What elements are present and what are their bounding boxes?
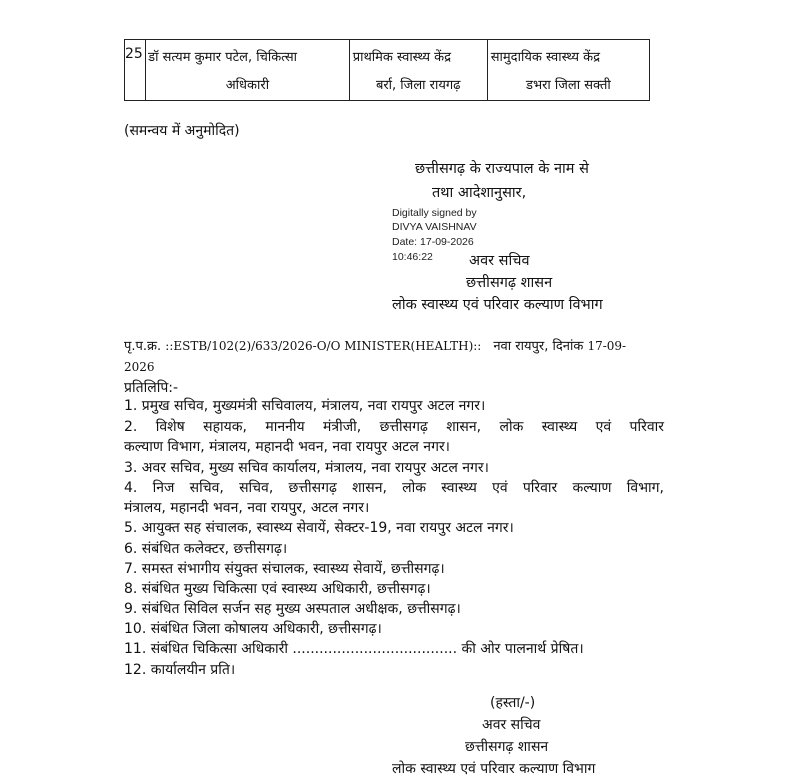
copy-to-item: 1. प्रमुख सचिव, मुख्यमंत्री सचिवालय, मंत्रालय, नवा रायपुर अटल नगर। [124,398,486,414]
copy-to-item: 12. कार्यालयीन प्रति। [124,662,236,678]
copy-to-item: 10. संबंधित जिला कोषालय अधिकारी, छत्तीसगढ़। [124,621,382,637]
reference-date-part1: 17-09- [587,339,627,353]
reference-place-date: नवा रायपुर, दिनांक [493,339,584,354]
reference-line [124,336,670,378]
digital-signature-time: 10:46:22 [392,251,433,263]
copy-to-item: कल्याण विभाग, मंत्रालय, महानदी भवन, नवा रायपुर अटल नगर। [124,439,450,455]
copy-to-item: 7. समस्त संभागीय संयुक्त संचालक, स्वास्थ्य सेवायें, छत्तीसगढ़। [124,561,445,577]
officer-government: छत्तीसगढ़ शासन [466,275,553,291]
footer-government: छत्तीसगढ़ शासन [465,739,549,755]
copy-to-item: मंत्रालय, महानदी भवन, नवा रायपुर, अटल नगर। [124,500,370,516]
reference-date-part2: 2026 [124,360,155,374]
copy-to-item: 4. निज सचिव, सचिव, छत्तीसगढ़ शासन, लोक स्वास्थ्य एवं परिवार कल्याण विभाग, [124,480,664,496]
new-posting-line2: डभरा जिला सक्ती [525,78,611,93]
current-posting-cell [349,40,487,101]
table-row [125,40,650,101]
employee-name-line1: डॉ सत्यम कुमार पटेल, चिकित्सा [148,50,298,65]
digital-signature-line1: Digitally signed by [392,207,477,219]
footer-department: लोक स्वास्थ्य एवं परिवार कल्याण विभाग [392,761,596,777]
digital-signature-name: DIVYA VAISHNAV [392,221,477,233]
new-posting-line1: सामुदायिक स्वास्थ्य केंद्र [490,50,600,65]
footer-designation: अवर सचिव [482,717,541,733]
new-posting-cell [487,40,649,101]
copy-to-item: 5. आयुक्त सह संचालक, स्वास्थ्य सेवायें, सेक्टर-19, नवा रायपुर अटल नगर। [124,520,514,536]
copy-to-item: 2. विशेष सहायक, माननीय मंत्रीजी, छत्तीसगढ़ शासन, लोक स्वास्थ्य एवं परिवार [124,419,664,435]
reference-number: ::ESTB/102(2)/633/2026-O/O MINISTER(HEALTH):: [165,339,482,353]
governor-order-line1: छत्तीसगढ़ के राज्यपाल के नाम से [415,161,589,177]
copy-to-item: 6. संबंधित कलेक्टर, छत्तीसगढ़। [124,541,288,557]
coordination-note: (समन्वय में अनुमोदित) [124,123,240,139]
serial-number-cell: 25 [125,40,146,101]
copy-to-item: 3. अवर सचिव, मुख्य सचिव कार्यालय, मंत्रालय, नवा रायपुर अटल नगर। [124,460,489,476]
officer-department: लोक स्वास्थ्य एवं परिवार कल्याण विभाग [392,297,603,313]
copy-to-title: प्रतिलिपि:- [124,380,179,396]
governor-order-line2: तथा आदेशानुसार, [432,185,527,201]
officer-designation: अवर सचिव [469,253,530,269]
copy-to-item: 9. संबंधित सिविल सर्जन सह मुख्य अस्पताल अधीक्षक, छत्तीसगढ़। [124,601,461,617]
current-posting-line2: बर्रा, जिला रायगढ़ [375,78,461,93]
footer-signed: (हस्ता/-) [490,695,536,711]
copy-to-item: 11. संबंधित चिकित्सा अधिकारी ..................................... की ओर पालनार्थ प्रेषित। [124,641,584,657]
reference-prefix: पृ.प.क्र. [124,339,162,354]
transfer-table [124,39,650,101]
digital-signature-date: Date: 17-09-2026 [392,236,474,248]
employee-name-line2: अधिकारी [225,78,270,93]
employee-name-cell [146,40,350,101]
copy-to-item: 8. संबंधित मुख्य चिकित्सा एवं स्वास्थ्य अधिकारी, छत्तीसगढ़। [124,581,431,597]
current-posting-line1: प्राथमिक स्वास्थ्य केंद्र [352,50,452,65]
